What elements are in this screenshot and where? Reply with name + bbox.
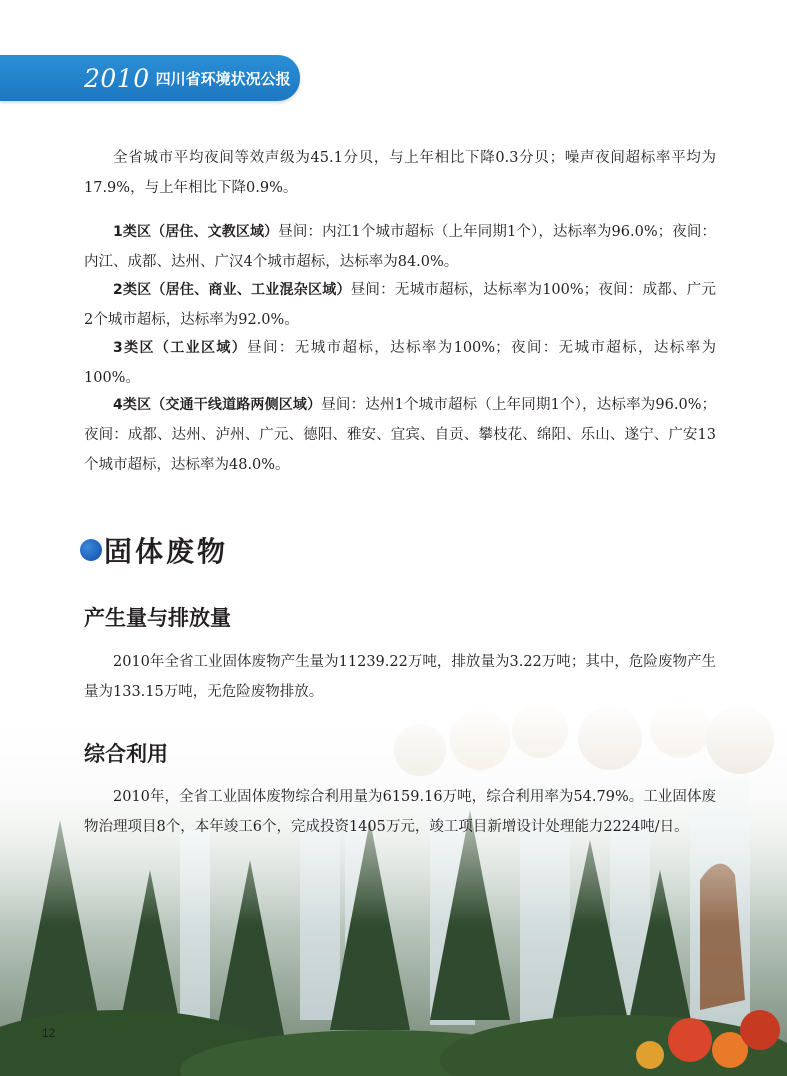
noise-zone-4-paragraph — [84, 390, 716, 480]
zone-3-text: 昼间：无城市超标，达标率为100%；夜间：无城市超标，达标率为100%。 — [84, 340, 717, 386]
header-banner — [0, 55, 300, 101]
bullet-dot-icon — [80, 539, 102, 561]
noise-intro-paragraph: 全省城市平均夜间等效声级为45.1分贝，与上年相比下降0.3分贝；噪声夜间超标率平均为17.9%，与上年相比下降0.9%。 — [84, 150, 716, 196]
zone-4-label: 4类区（交通干线道路两侧区域） — [113, 397, 322, 413]
subheading-utilization: 综合利用 — [84, 742, 168, 766]
section-title: 固体废物 — [104, 535, 229, 568]
generation-paragraph: 2010年全省工业固体废物产生量为11239.22万吨，排放量为3.22万吨；其中，危险废物产生量为133.15万吨，无危险废物排放。 — [84, 654, 716, 700]
zone-3-label: 3类区（工业区域） — [113, 340, 248, 356]
zone-1-label: 1类区（居住、文教区域） — [113, 224, 279, 240]
zone-1-text: 昼间：内江1个城市超标（上年同期1个），达标率为96.0%；夜间：内江、成都、达州、广汉4个城市超标，达标率为84.0%。 — [84, 224, 716, 270]
zone-2-label: 2类区（居住、商业、工业混杂区域） — [113, 282, 351, 298]
noise-zone-2-paragraph — [84, 275, 716, 335]
section-heading — [80, 530, 228, 570]
zone-2-text: 昼间：无城市超标，达标率为100%；夜间：成都、广元2个城市超标，达标率为92.0%。 — [84, 282, 717, 328]
header-year: 2010 — [84, 63, 150, 93]
subheading-generation: 产生量与排放量 — [84, 606, 231, 630]
header-title: 四川省环境状况公报 — [155, 69, 291, 88]
zone-4-text: 昼间：达州1个城市超标（上年同期1个），达标率为96.0%；夜间：成都、达州、泸州、广元、德阳、雅安、宜宾、自贡、攀枝花、绵阳、乐山、遂宁、广安13个城市超标，达标率为48.0%。 — [84, 397, 716, 473]
utilization-paragraph: 2010年，全省工业固体废物综合利用量为6159.16万吨，综合利用率为54.79%。工业固体废物治理项目8个，本年竣工6个，完成投资1405万元，竣工项目新增设计处理能力2224吨/日。 — [84, 789, 716, 835]
noise-zone-1-paragraph — [84, 217, 716, 277]
noise-zone-3-paragraph — [84, 333, 716, 393]
page-number: 12 — [42, 1026, 56, 1040]
